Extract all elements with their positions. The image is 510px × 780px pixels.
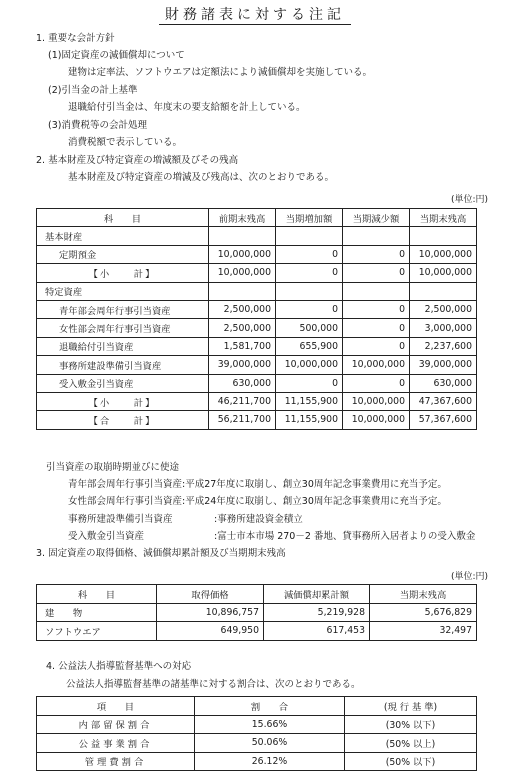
row-label: 建 物 xyxy=(37,603,157,622)
row-value: 10,000,000 xyxy=(209,245,276,263)
allocation-item: 受入敷金引当資産 :富士市本市場 270－2 番地、貸事務所入居者よりの受入敷金 xyxy=(68,531,476,542)
fixed-assets-table xyxy=(36,584,477,641)
policy1-heading: (1)固定資産の減価償却について xyxy=(48,50,185,61)
section2-unit: (単位:円) xyxy=(450,195,488,205)
policy2-heading: (2)引当金の計上基準 xyxy=(48,85,138,96)
fixed-assets-header-row xyxy=(37,585,477,604)
row-value: 10,000,000 xyxy=(276,356,343,374)
policy2-body: 退職給付引当金は、年度末の要支給額を計上している。 xyxy=(68,102,306,113)
allocation-label: 女性部会周年行事引当資産 xyxy=(68,496,183,507)
allocation-text: 平成27年度に取崩し、創立30周年記念事業費用に充当予定。 xyxy=(185,479,447,490)
row-value: 0 xyxy=(276,374,343,392)
section3-unit: (単位:円) xyxy=(450,572,488,582)
row-value: 649,950 xyxy=(157,622,264,641)
ratio-table xyxy=(36,696,477,771)
col-header-rate: 割 合 xyxy=(195,697,345,716)
row-label: 公益事業割合 xyxy=(37,734,195,753)
row-label: 受入敷金引当資産 xyxy=(37,374,209,392)
table-row xyxy=(37,227,477,245)
row-value: 1,581,700 xyxy=(209,337,276,355)
row-value xyxy=(276,282,343,300)
table-row xyxy=(37,734,477,753)
row-value: 0 xyxy=(276,264,343,282)
row-value: 5,676,829 xyxy=(370,603,477,622)
allocation-item: 事務所建設準備引当資産 :事務所建設資金積立 xyxy=(68,514,303,525)
row-label: 特定資産 xyxy=(37,282,209,300)
row-value xyxy=(209,282,276,300)
row-value: 0 xyxy=(343,337,410,355)
section2-heading: 2. 基本財産及び特定資産の増減額及びその残高 xyxy=(36,155,239,166)
row-value: 655,900 xyxy=(276,337,343,355)
ratio-header-row xyxy=(37,697,477,716)
row-value: 617,453 xyxy=(264,622,370,641)
row-label: 【小 計】 xyxy=(37,392,209,410)
row-value: 39,000,000 xyxy=(209,356,276,374)
row-rate: 26.12% xyxy=(195,752,345,771)
row-label: 内部留保割合 xyxy=(37,715,195,734)
table-row xyxy=(37,356,477,374)
row-label: 【小 計】 xyxy=(37,264,209,282)
row-value: 0 xyxy=(343,319,410,337)
col-header-increase: 当期増加額 xyxy=(276,209,343,227)
col-header-depreciation: 減価償却累計額 xyxy=(264,585,370,604)
row-label: 女性部会周年行事引当資産 xyxy=(37,319,209,337)
col-header-balance: 当期末残高 xyxy=(370,585,477,604)
row-standard: (30% 以下) xyxy=(345,715,477,734)
allocation-item: 女性部会周年行事引当資産:平成24年度に取崩し、創立30周年記念事業費用に充当予定。 xyxy=(68,496,447,507)
document-title: 財務諸表に対する注記 xyxy=(0,4,510,24)
allocation-label: 青年部会周年行事引当資産 xyxy=(68,479,183,490)
col-header-current-balance: 当期末残高 xyxy=(410,209,477,227)
row-value: 500,000 xyxy=(276,319,343,337)
row-value: 11,155,900 xyxy=(276,392,343,410)
row-value xyxy=(343,227,410,245)
table-row xyxy=(37,603,477,622)
row-value: 2,500,000 xyxy=(209,300,276,318)
row-value: 0 xyxy=(343,374,410,392)
row-label: ソフトウエア xyxy=(37,622,157,641)
row-label: 【合 計】 xyxy=(37,411,209,429)
col-header-acquisition: 取得価格 xyxy=(157,585,264,604)
row-value: 10,000,000 xyxy=(209,264,276,282)
row-value: 39,000,000 xyxy=(410,356,477,374)
policy3-heading: (3)消費税等の会計処理 xyxy=(48,120,147,131)
row-value: 10,000,000 xyxy=(343,392,410,410)
row-standard: (50% 以上) xyxy=(345,734,477,753)
row-value: 32,497 xyxy=(370,622,477,641)
table-row xyxy=(37,715,477,734)
row-value: 3,000,000 xyxy=(410,319,477,337)
col-header-item: 項 目 xyxy=(37,697,195,716)
col-header-item: 科 目 xyxy=(37,585,157,604)
row-value: 630,000 xyxy=(209,374,276,392)
ratio-table-body xyxy=(37,715,477,771)
table-row xyxy=(37,264,477,282)
row-value xyxy=(410,227,477,245)
fixed-assets-table-body xyxy=(37,603,477,640)
allocation-label: 受入敷金引当資産 xyxy=(68,531,145,542)
col-header-decrease: 当期減少額 xyxy=(343,209,410,227)
row-label: 定期預金 xyxy=(37,245,209,263)
row-value: 56,211,700 xyxy=(209,411,276,429)
row-value: 5,219,928 xyxy=(264,603,370,622)
row-label: 管理費割合 xyxy=(37,752,195,771)
table-row xyxy=(37,245,477,263)
row-value: 0 xyxy=(276,245,343,263)
section3-heading: 3. 固定資産の取得価格、減価償却累計額及び当期期末残高 xyxy=(36,548,286,559)
section4-body: 公益法人指導監督基準の諸基準に対する割合は、次のとおりである。 xyxy=(66,679,361,690)
allocation-heading: 引当資産の取崩時期並びに使途 xyxy=(46,462,180,473)
row-value: 10,000,000 xyxy=(343,356,410,374)
row-value xyxy=(410,282,477,300)
allocation-item: 青年部会周年行事引当資産:平成27年度に取崩し、創立30周年記念事業費用に充当予定。 xyxy=(68,479,447,490)
assets-table xyxy=(36,208,477,430)
row-value: 2,237,600 xyxy=(410,337,477,355)
table-row xyxy=(37,337,477,355)
row-value: 57,367,600 xyxy=(410,411,477,429)
table-row xyxy=(37,319,477,337)
allocation-text: 事務所建設資金積立 xyxy=(217,514,303,525)
section2-body: 基本財産及び特定資産の増減及び残高は、次のとおりである。 xyxy=(68,172,335,183)
row-value: 630,000 xyxy=(410,374,477,392)
policy3-body: 消費税額で表示している。 xyxy=(68,137,183,148)
col-header-item: 科 目 xyxy=(37,209,209,227)
col-header-standard: (現 行 基 準) xyxy=(345,697,477,716)
row-value xyxy=(209,227,276,245)
allocation-text: 平成24年度に取崩し、創立30周年記念事業費用に充当予定。 xyxy=(185,496,447,507)
row-standard: (50% 以下) xyxy=(345,752,477,771)
row-label: 基本財産 xyxy=(37,227,209,245)
row-rate: 50.06% xyxy=(195,734,345,753)
row-value xyxy=(343,282,410,300)
table-row xyxy=(37,300,477,318)
row-value: 10,000,000 xyxy=(410,264,477,282)
col-header-prev-balance: 前期末残高 xyxy=(209,209,276,227)
table-row xyxy=(37,752,477,771)
row-value: 0 xyxy=(276,300,343,318)
table-row xyxy=(37,411,477,429)
row-value xyxy=(276,227,343,245)
row-value: 47,367,600 xyxy=(410,392,477,410)
table-row xyxy=(37,374,477,392)
row-value: 2,500,000 xyxy=(410,300,477,318)
row-label: 青年部会周年行事引当資産 xyxy=(37,300,209,318)
allocation-label: 事務所建設準備引当資産 xyxy=(68,514,173,525)
table-row xyxy=(37,282,477,300)
row-value: 2,500,000 xyxy=(209,319,276,337)
row-value: 0 xyxy=(343,245,410,263)
table-row xyxy=(37,392,477,410)
row-value: 10,000,000 xyxy=(410,245,477,263)
section4-heading: 4. 公益法人指導監督基準への対応 xyxy=(46,661,192,672)
row-rate: 15.66% xyxy=(195,715,345,734)
row-value: 46,211,700 xyxy=(209,392,276,410)
row-value: 0 xyxy=(343,264,410,282)
row-value: 11,155,900 xyxy=(276,411,343,429)
row-label: 退職給付引当資産 xyxy=(37,337,209,355)
policy1-body: 建物は定率法、ソフトウエアは定額法により減価償却を実施している。 xyxy=(68,67,373,78)
section1-heading: 1. 重要な会計方針 xyxy=(36,33,115,44)
assets-header-row xyxy=(37,209,477,227)
row-value: 0 xyxy=(343,300,410,318)
row-value: 10,000,000 xyxy=(343,411,410,429)
row-label: 事務所建設準備引当資産 xyxy=(37,356,209,374)
row-value: 10,896,757 xyxy=(157,603,264,622)
assets-table-body xyxy=(37,227,477,429)
table-row xyxy=(37,622,477,641)
allocation-text: 富士市本市場 270－2 番地、貸事務所入居者よりの受入敷金 xyxy=(217,531,476,542)
